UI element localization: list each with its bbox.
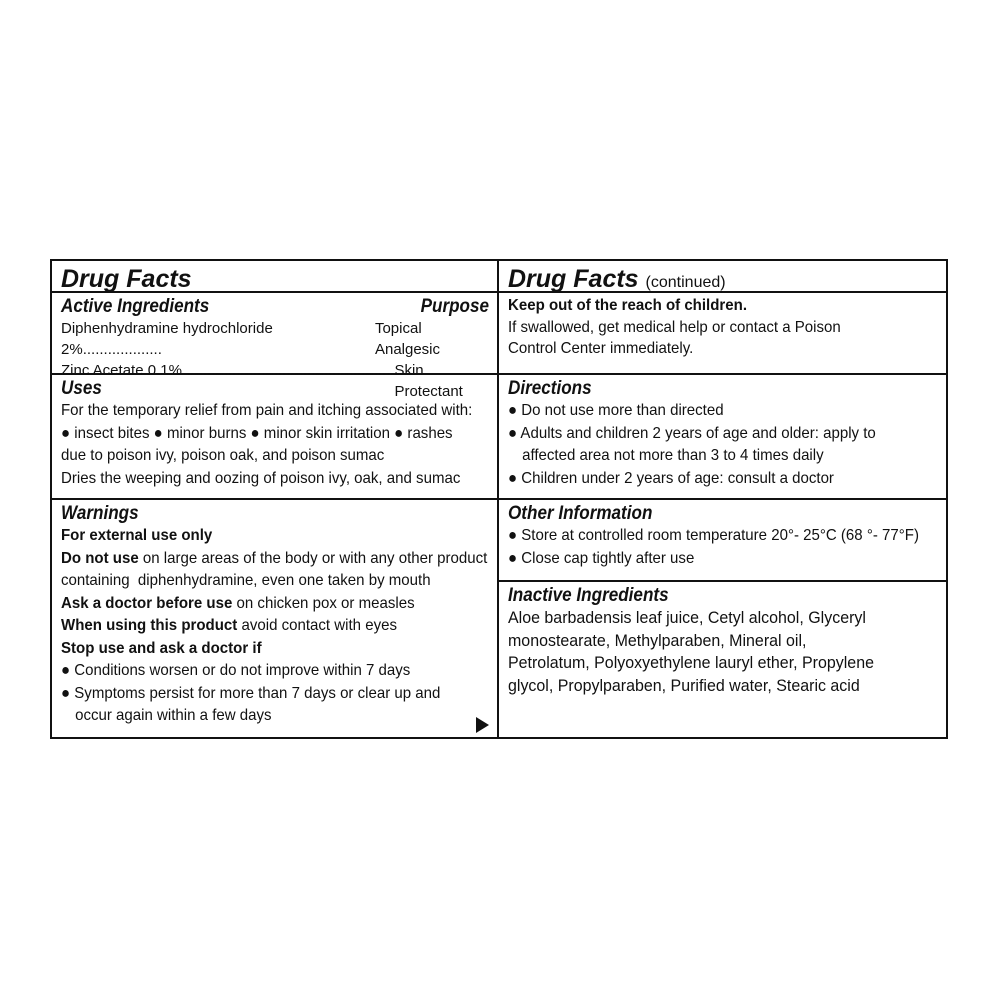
do-not-use-label: Do not use — [61, 549, 139, 567]
right-title-box — [499, 261, 946, 293]
when-using-label: When using this product — [61, 617, 238, 634]
active-ingredient: Zinc Acetate 0.1% — [61, 362, 182, 379]
active-purpose: Skin Protectant — [394, 362, 463, 400]
continued-label: (continued) — [645, 274, 726, 291]
inactive-line: Petrolatum, Polyoxyethylene lauryl ether, Propylene — [508, 653, 874, 672]
active-row — [61, 318, 489, 360]
purpose-heading: Purpose — [420, 296, 489, 317]
ask-doctor-label: Ask a doctor before use — [61, 594, 233, 612]
inactive-ingredients-heading: Inactive Ingredients — [508, 585, 669, 606]
do-not-use-text: on large areas of the body or with any other product — [138, 549, 488, 567]
directions-item: ● Children under 2 years of age: consult a doctor — [508, 469, 834, 487]
uses-line: due to poison ivy, poison oak, and poison sumac — [61, 447, 385, 464]
uses-line: For the temporary relief from pain and itching associated with: — [61, 402, 473, 419]
leader-dots: ................... — [82, 341, 162, 358]
left-column — [52, 261, 499, 737]
external-use-text: For external use only — [61, 527, 213, 544]
do-not-use-line-2: containing diphenhydramine, even one taken by mouth — [61, 572, 431, 589]
drug-facts-title: Drug Facts — [61, 265, 192, 293]
inactive-ingredients-section — [499, 582, 946, 737]
other-information-heading: Other Information — [508, 503, 653, 524]
leader-dots: .................................................. — [181, 362, 395, 379]
inactive-line: glycol, Propylparaben, Purified water, Stearic acid — [508, 675, 860, 695]
active-purpose: Topical Analgesic — [374, 320, 441, 358]
uses-section — [52, 375, 497, 500]
other-information-section — [499, 500, 946, 582]
keep-out-heading: Keep out of the reach of children. — [508, 297, 747, 314]
drug-facts-title-continued: Drug Facts — [508, 265, 639, 293]
do-not-use-line — [61, 548, 488, 571]
left-title-box — [52, 261, 497, 293]
keep-out-line: If swallowed, get medical help or contact a Poison — [508, 319, 841, 336]
directions-heading: Directions — [508, 378, 592, 399]
keep-out-line: Control Center immediately. — [508, 340, 694, 357]
stop-use-item: ● Conditions worsen or do not improve within 7 days — [61, 662, 411, 679]
warnings-section — [52, 500, 497, 737]
active-ingredient: Diphenhydramine hydrochloride 2% — [61, 320, 273, 358]
other-information-item: ● Close cap tightly after use — [508, 549, 695, 567]
keep-out-section — [499, 293, 946, 375]
continue-arrow-icon — [476, 717, 489, 733]
right-column — [499, 261, 946, 737]
inactive-line: monostearate, Methylparaben, Mineral oil, — [508, 630, 807, 650]
stop-use-label: Stop use and ask a doctor if — [61, 639, 262, 657]
ask-doctor-text: on chicken pox or measles — [232, 594, 415, 612]
stop-use-item: ● Symptoms persist for more than 7 days or clear up and — [61, 684, 441, 702]
inactive-line: Aloe barbadensis leaf juice, Cetyl alcohol, Glyceryl — [508, 608, 866, 627]
directions-item: ● Do not use more than directed — [508, 402, 724, 419]
active-header-row — [61, 295, 489, 318]
uses-line: Dries the weeping and oozing of poison ivy, oak, and sumac — [61, 469, 461, 487]
directions-item: ● Adults and children 2 years of age and older: apply to — [508, 424, 876, 442]
ask-doctor-line — [61, 593, 463, 616]
when-using-text: avoid contact with eyes — [237, 617, 397, 634]
directions-item-cont: affected area not more than 3 to 4 times daily — [522, 447, 824, 464]
warnings-heading: Warnings — [61, 503, 139, 524]
stop-use-item-cont: occur again within a few days — [75, 707, 272, 724]
directions-section — [499, 375, 946, 500]
drug-facts-label — [50, 259, 948, 739]
active-ingredients-heading: Active Ingredients — [61, 296, 210, 317]
when-using-line — [61, 615, 463, 638]
uses-heading: Uses — [61, 378, 102, 399]
other-information-item: ● Store at controlled room temperature 20°- 25°C (68 °- 77°F) — [508, 527, 919, 544]
uses-line: ● insect bites ● minor burns ● minor skin irritation ● rashes — [61, 424, 453, 442]
